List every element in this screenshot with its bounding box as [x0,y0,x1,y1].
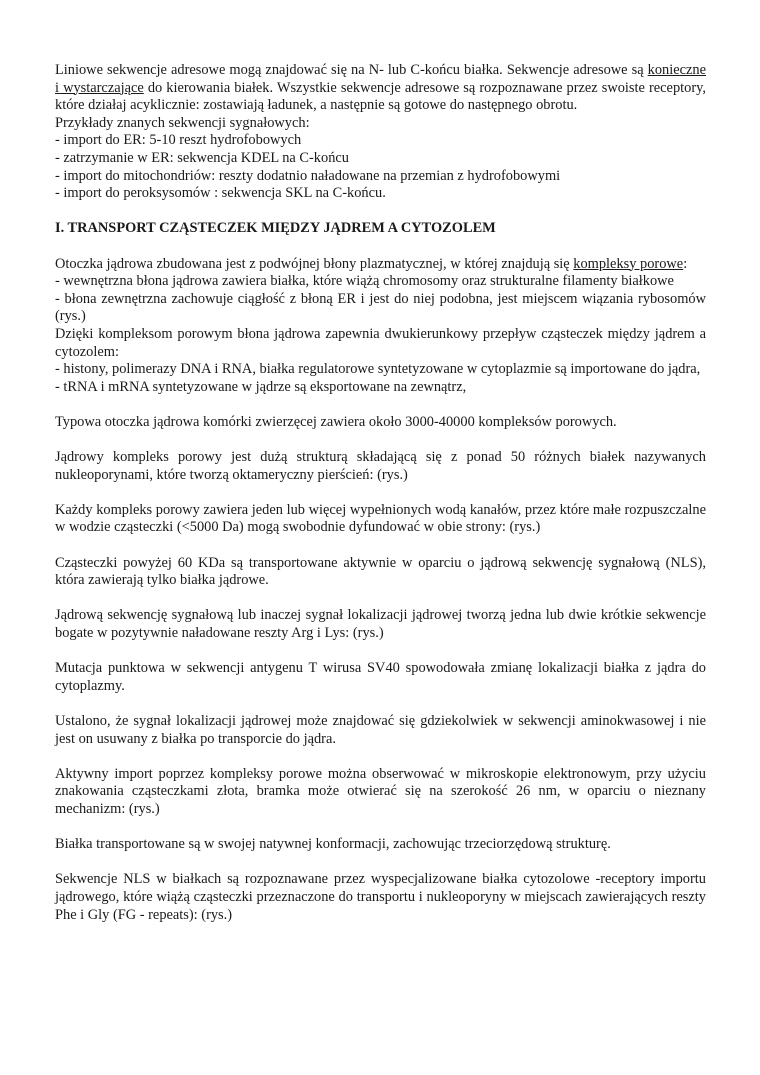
body-paragraph: Ustalono, że sygnał lokalizacji jądrowej może znajdować się gdziekolwiek w sekwencji aminokwasowej i nie jest on usuwany z białka po transporcie do jądra. [55,712,706,747]
body-paragraph: Cząsteczki powyżej 60 KDa są transportowane aktywnie w oparciu o jądrową sekwencję sygnałową (NLS), która zawierają tylko białka jądrowe. [55,554,706,589]
envelope-item: - wewnętrzna błona jądrowa zawiera białka, które wiążą chromosomy oraz strukturalne filamenty białkowe [55,273,674,290]
body-paragraph: Białka transportowane są w swojej natywnej konformacji, zachowując trzeciorzędową strukturę. [55,836,611,853]
spacer [55,484,706,502]
body-paragraph: Jądrową sekwencję sygnałową lub inaczej sygnał lokalizacji jądrowej tworzą jedna lub dwie krótkie sekwencje bogate w pozytywnie naładowane reszty Arg i Lys: (rys.) [55,607,706,641]
intro-paragraph [55,62,706,115]
intro-underlined-text: konieczne i wystarczające [55,62,706,96]
envelope-item: - tRNA i mRNA syntetyzowane w jądrze są eksportowane na zewnątrz, [55,378,467,395]
spacer [55,537,706,555]
body-paragraph: Aktywny import poprzez kompleksy porowe można obserwować w mikroskopie elektronowym, przy użyciu znakowania cząsteczkami złota, bramka może otwierać się na szerokość 26 nm, w oparciu o nieznany mechanizm: (rys.) [55,765,706,817]
example-item: - zatrzymanie w ER: sekwencja KDEL na C-końcu [55,149,349,166]
spacer [55,695,706,713]
spacer [55,238,706,256]
example-item: - import do peroksysomów : sekwencja SKL na C-końcu. [55,185,386,202]
intro-text-part1: Liniowe sekwencje adresowe mogą znajdować się na N- lub C-końcu białka. Sekwencje adresowe są [55,62,648,78]
spacer [55,396,706,414]
envelope-paragraph [55,256,706,274]
example-item: - import do mitochondriów: reszty dodatnio naładowane na przemian z hydrofobowymi [55,167,561,184]
spacer [55,203,706,221]
example-item: - import do ER: 5-10 reszt hydrofobowych [55,132,302,149]
envelope-text-part1: Otoczka jądrowa zbudowana jest z podwójnej błony plazmatycznej, w której znajdują się [55,255,574,272]
spacer [55,643,706,661]
envelope-underlined-text: kompleksy porowe [573,255,684,272]
body-paragraph: Typowa otoczka jądrowa komórki zwierzęcej zawiera około 3000-40000 kompleksów porowych. [55,413,617,430]
section-heading: I. TRANSPORT CZĄSTECZEK MIĘDZY JĄDREM A CYTOZOLEM [55,220,496,237]
envelope-text-part2: : [683,255,688,272]
intro-text-part2: do kierowania białek. Wszystkie sekwencje adresowe są rozpoznawane przez swoiste receptory, które działaj acyklicznie: zostawiają ładunek, a następnie są gotowe do następnego obrotu. [55,79,706,114]
envelope-item: - błona zewnętrzna zachowuje ciągłość z błoną ER i jest do niej podobna, jest miejscem wiązania rybosomów (rys.) [55,290,706,325]
examples-title: Przykłady znanych sekwencji sygnałowych: [55,114,310,131]
body-paragraph: Jądrowy kompleks porowy jest dużą strukturą składającą się z ponad 50 różnych białek nazywanych nukleoporynami, które tworzą oktameryczny pierścień: (rys.) [55,449,706,483]
body-paragraph: Mutacja punktowa w sekwencji antygenu T wirusa SV40 spowodowała zmianę lokalizacji białka z jądra do cytoplazmy. [55,660,706,694]
envelope-item: - histony, polimerazy DNA i RNA, białka regulatorowe syntetyzowane w cytoplazmie są importowane do jądra, [55,361,701,378]
spacer [55,590,706,608]
spacer [55,431,706,449]
spacer [55,748,706,766]
spacer [55,819,706,837]
body-paragraph: Sekwencje NLS w białkach są rozpoznawane przez wyspecjalizowane białka cytozolowe -receptory importu jądrowego, które wiążą cząsteczki przeznaczone do transportu i nukleoporyny w miejscach zawierających reszty Phe i Gly (FG - repeats): (rys.) [55,871,706,923]
envelope-item: Dzięki kompleksom porowym błona jądrowa zapewnia dwukierunkowy przepływ cząsteczek między jądrem a cytozolem: [55,325,706,360]
spacer [55,854,706,872]
document-page [55,62,706,924]
body-paragraph: Każdy kompleks porowy zawiera jeden lub więcej wypełnionych wodą kanałów, przez które małe rozpuszczalne w wodzie cząsteczki (<5000 Da) mogą swobodnie dyfundować w obie strony: (rys.) [55,501,706,536]
